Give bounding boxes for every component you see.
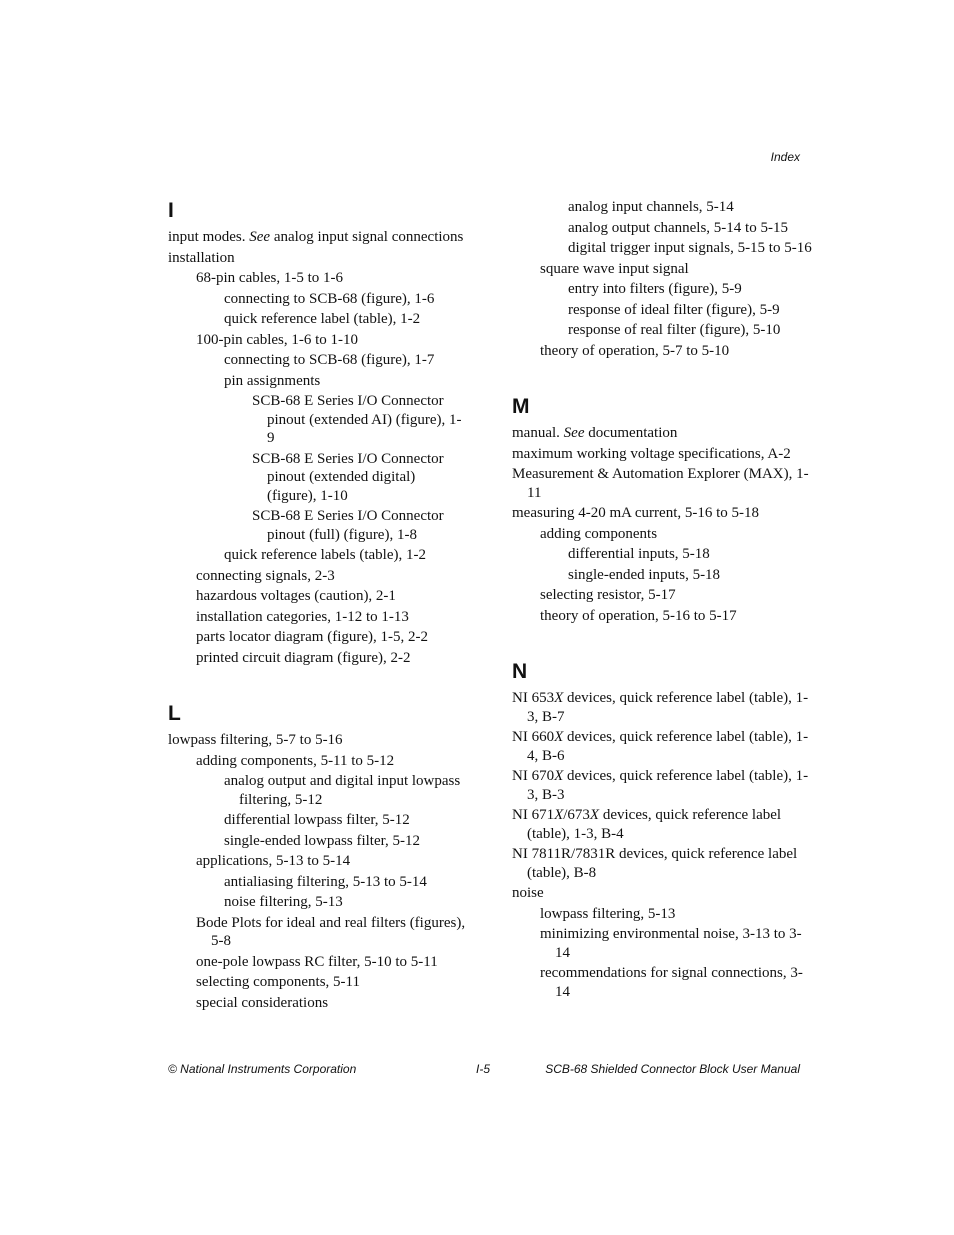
index-entry: hazardous voltages (caution), 2-1 xyxy=(196,588,396,604)
index-entry: measuring 4-20 mA current, 5-16 to 5-18 xyxy=(512,505,760,521)
index-column-right xyxy=(512,198,812,1003)
footer-manual-title: SCB-68 Shielded Connector Block User Manual xyxy=(545,1062,800,1076)
index-entry: differential inputs, 5-18 xyxy=(568,546,710,562)
index-entry: quick reference labels (table), 1-2 xyxy=(224,547,426,563)
index-entry: recommendations for signal connections, 3-14 xyxy=(540,965,803,1000)
index-entry: digital trigger input signals, 5-15 to 5-16 xyxy=(568,240,812,256)
index-entry: differential lowpass filter, 5-12 xyxy=(224,812,410,828)
running-header: Index xyxy=(770,150,800,164)
index-entry: pin assignments xyxy=(224,372,321,389)
index-entry: installation xyxy=(168,249,235,266)
index-entry: special considerations xyxy=(196,994,329,1011)
index-entry: applications, 5-13 to 5-14 xyxy=(196,853,351,869)
index-entry: SCB-68 E Series I/O Connector pinout (extended digital) (figure), 1-10 xyxy=(252,450,444,504)
index-entry: connecting to SCB-68 (figure), 1-6 xyxy=(224,290,435,307)
index-entry: NI 670X devices, quick reference label (table), 1-3, B-3 xyxy=(512,768,809,803)
index-entry: analog input channels, 5-14 xyxy=(568,199,734,215)
index-entry: connecting signals, 2-3 xyxy=(196,567,335,584)
index-entry: installation categories, 1-12 to 1-13 xyxy=(196,608,409,625)
index-entry: NI 653X devices, quick reference label (table), 1-3, B-7 xyxy=(512,690,809,725)
index-entry: response of real filter (figure), 5-10 xyxy=(568,322,781,338)
index-entry: SCB-68 E Series I/O Connector pinout (extended AI) (figure), 1-9 xyxy=(252,393,462,446)
page-number: I-5 xyxy=(476,1062,491,1076)
index-entry: noise xyxy=(512,885,544,901)
index-entry: 100-pin cables, 1-6 to 1-10 xyxy=(196,331,359,348)
index-entry: adding components xyxy=(540,525,658,542)
index-entry: theory of operation, 5-7 to 5-10 xyxy=(540,342,730,359)
index-entry: parts locator diagram (figure), 1-5, 2-2 xyxy=(196,629,428,645)
index-section-letter: L xyxy=(168,702,181,725)
index-section-letter: I xyxy=(168,199,174,222)
index-entry: entry into filters (figure), 5-9 xyxy=(568,281,742,297)
index-entry: analog output channels, 5-14 to 5-15 xyxy=(568,219,788,236)
index-entry: selecting components, 5-11 xyxy=(196,974,360,990)
index-entry: maximum working voltage specifications, A-2 xyxy=(512,445,791,462)
index-entry: 68-pin cables, 1-5 to 1-6 xyxy=(196,270,344,286)
index-entry: connecting to SCB-68 (figure), 1-7 xyxy=(224,352,435,368)
index-entry: single-ended lowpass filter, 5-12 xyxy=(224,832,421,849)
index-entry: SCB-68 E Series I/O Connector pinout (full) (figure), 1-8 xyxy=(252,508,444,543)
index-entry: antialiasing filtering, 5-13 to 5-14 xyxy=(224,873,427,890)
index-entry: theory of operation, 5-16 to 5-17 xyxy=(540,607,737,624)
index-column-left xyxy=(168,198,468,1014)
index-entry: lowpass filtering, 5-13 xyxy=(540,905,676,922)
index-entry: Bode Plots for ideal and real filters (figures), 5-8 xyxy=(196,914,466,949)
index-entry: input modes. See analog input signal connections xyxy=(168,229,464,245)
index-entry: NI 7811R/7831R devices, quick reference label (table), B-8 xyxy=(512,846,798,881)
index-entry: one-pole lowpass RC filter, 5-10 to 5-11 xyxy=(196,953,438,970)
index-entry: analog output and digital input lowpass filtering, 5-12 xyxy=(224,773,461,808)
index-entry: lowpass filtering, 5-7 to 5-16 xyxy=(168,732,343,748)
footer-copyright: © National Instruments Corporation xyxy=(168,1062,357,1076)
index-entry: response of ideal filter (figure), 5-9 xyxy=(568,301,780,318)
index-entry: NI 671X/673X devices, quick reference label (table), 1-3, B-4 xyxy=(512,807,782,842)
index-entry: selecting resistor, 5-17 xyxy=(540,587,676,603)
index-entry: quick reference label (table), 1-2 xyxy=(224,311,421,327)
index-entry: square wave input signal xyxy=(540,260,689,277)
index-entry: single-ended inputs, 5-18 xyxy=(568,566,721,583)
index-entry: minimizing environmental noise, 3-13 to 3-14 xyxy=(540,926,802,961)
page-footer xyxy=(168,1062,800,1078)
index-entry: NI 660X devices, quick reference label (table), 1-4, B-6 xyxy=(512,729,809,764)
index-entry: manual. See documentation xyxy=(512,425,678,441)
index-section-letter: M xyxy=(512,395,530,418)
index-entry: adding components, 5-11 to 5-12 xyxy=(196,752,395,769)
index-entry: noise filtering, 5-13 xyxy=(224,894,343,910)
index-entry: Measurement & Automation Explorer (MAX), 1-11 xyxy=(512,466,809,501)
index-section-letter: N xyxy=(512,660,528,683)
index-entry: printed circuit diagram (figure), 2-2 xyxy=(196,649,411,666)
